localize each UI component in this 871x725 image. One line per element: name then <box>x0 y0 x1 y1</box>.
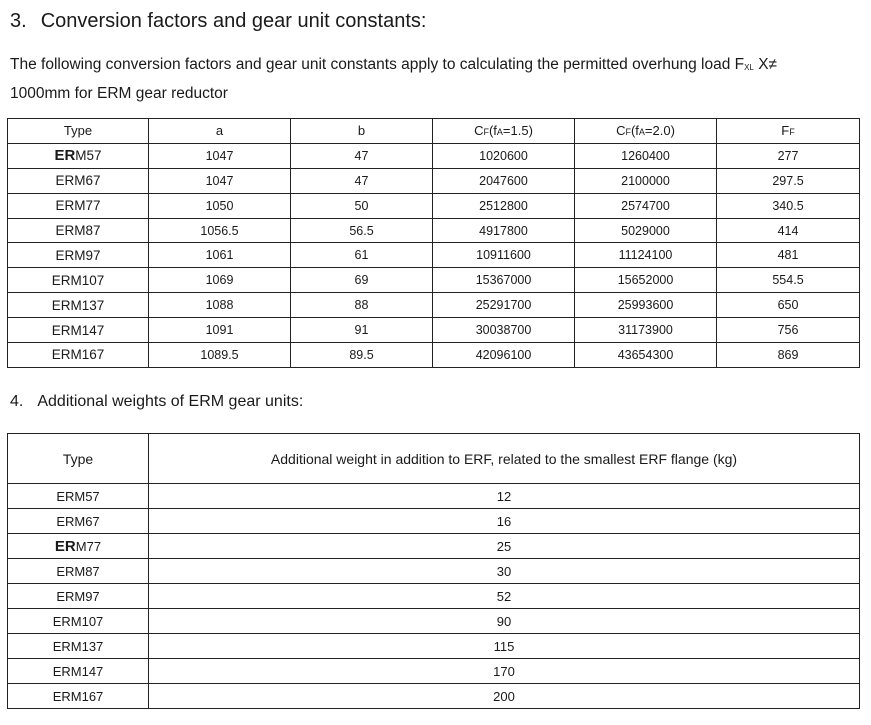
cell-type: ERM97 <box>8 243 149 268</box>
section-4-number: 4. <box>10 393 24 410</box>
cell-ff: 297.5 <box>717 168 860 193</box>
cell-cf1: 25291700 <box>433 293 575 318</box>
table-row <box>8 634 860 659</box>
table-header-row <box>8 119 860 144</box>
cell-type: ERM87 <box>8 559 149 584</box>
conversion-factors-table <box>7 118 860 368</box>
col-header-ff: FF <box>717 119 860 144</box>
cell-a: 1056.5 <box>149 218 291 243</box>
table-row <box>8 293 860 318</box>
cell-type: ERM137 <box>8 634 149 659</box>
col-header-type: Type <box>8 434 149 484</box>
cell-weight: 30 <box>149 559 860 584</box>
cell-b: 50 <box>291 193 433 218</box>
cell-b: 47 <box>291 168 433 193</box>
table-row <box>8 684 860 709</box>
cell-a: 1050 <box>149 193 291 218</box>
cell-ff: 554.5 <box>717 268 860 293</box>
cell-weight: 16 <box>149 509 860 534</box>
cell-cf2: 5029000 <box>575 218 717 243</box>
col-header-b: b <box>291 119 433 144</box>
cell-weight: 90 <box>149 609 860 634</box>
cell-a: 1061 <box>149 243 291 268</box>
section-4-heading <box>10 393 303 411</box>
col-header-cf-2-0: CF(fA=2.0) <box>575 119 717 144</box>
cell-cf2: 31173900 <box>575 318 717 343</box>
table-row <box>8 659 860 684</box>
cell-a: 1091 <box>149 318 291 343</box>
cell-ff: 277 <box>717 143 860 168</box>
table-row <box>8 509 860 534</box>
section-3-heading <box>10 10 426 33</box>
cell-ff: 756 <box>717 318 860 343</box>
cell-b: 56.5 <box>291 218 433 243</box>
intro-subscript: XL <box>744 63 754 72</box>
section-3-number: 3. <box>10 10 27 32</box>
col-header-type: Type <box>8 119 149 144</box>
cell-cf2: 2574700 <box>575 193 717 218</box>
cell-type: ERM167 <box>8 343 149 368</box>
table-row <box>8 318 860 343</box>
cell-b: 91 <box>291 318 433 343</box>
section-3-title: Conversion factors and gear unit constants: <box>40 10 427 32</box>
table-row <box>8 193 860 218</box>
cell-ff: 414 <box>717 218 860 243</box>
cell-weight: 170 <box>149 659 860 684</box>
table-row <box>8 534 860 559</box>
table-header-row <box>8 434 860 484</box>
cell-type: ERM87 <box>8 218 149 243</box>
cell-a: 1047 <box>149 143 291 168</box>
cell-type: ERM167 <box>8 684 149 709</box>
cell-cf2: 1260400 <box>575 143 717 168</box>
table-row <box>8 343 860 368</box>
cell-cf1: 4917800 <box>433 218 575 243</box>
cell-type: ERM57 <box>8 484 149 509</box>
cell-b: 61 <box>291 243 433 268</box>
cell-cf2: 43654300 <box>575 343 717 368</box>
cell-weight: 12 <box>149 484 860 509</box>
cell-ff: 869 <box>717 343 860 368</box>
intro-text-after: X≠ <box>753 56 778 73</box>
cell-a: 1088 <box>149 293 291 318</box>
cell-a: 1069 <box>149 268 291 293</box>
cell-type: ERM77 <box>8 534 149 559</box>
section-3-intro <box>10 52 860 107</box>
col-header-cf-1-5: CF(fA=1.5) <box>433 119 575 144</box>
cell-type: ERM107 <box>8 268 149 293</box>
cell-cf2: 11124100 <box>575 243 717 268</box>
table-row <box>8 584 860 609</box>
cell-cf2: 2100000 <box>575 168 717 193</box>
cell-b: 47 <box>291 143 433 168</box>
cell-type: ERM147 <box>8 318 149 343</box>
table-row <box>8 609 860 634</box>
cell-type: ERM97 <box>8 584 149 609</box>
table-row <box>8 484 860 509</box>
cell-type: ERM107 <box>8 609 149 634</box>
table-row <box>8 218 860 243</box>
table-row <box>8 559 860 584</box>
cell-type: ERM57 <box>8 143 149 168</box>
cell-type: ERM67 <box>8 168 149 193</box>
intro-text-2: 1000mm for ERM gear reductor <box>10 85 228 102</box>
table-row <box>8 243 860 268</box>
cell-a: 1047 <box>149 168 291 193</box>
intro-text-1: The following conversion factors and gear unit constants apply to calculating the permitted overhung load F <box>10 56 745 73</box>
cell-cf2: 25993600 <box>575 293 717 318</box>
cell-weight: 25 <box>149 534 860 559</box>
cell-ff: 340.5 <box>717 193 860 218</box>
cell-cf1: 30038700 <box>433 318 575 343</box>
cell-type: ERM77 <box>8 193 149 218</box>
cell-weight: 115 <box>149 634 860 659</box>
table-row <box>8 268 860 293</box>
cell-cf1: 2047600 <box>433 168 575 193</box>
cell-weight: 200 <box>149 684 860 709</box>
section-4-title: Additional weights of ERM gear units: <box>37 393 304 410</box>
col-header-a: a <box>149 119 291 144</box>
cell-cf1: 2512800 <box>433 193 575 218</box>
col-header-weight: Additional weight in addition to ERF, related to the smallest ERF flange (kg) <box>149 434 860 484</box>
cell-type: ERM147 <box>8 659 149 684</box>
cell-b: 89.5 <box>291 343 433 368</box>
table-row <box>8 143 860 168</box>
table-row <box>8 168 860 193</box>
cell-ff: 481 <box>717 243 860 268</box>
cell-type: ERM137 <box>8 293 149 318</box>
cell-ff: 650 <box>717 293 860 318</box>
cell-a: 1089.5 <box>149 343 291 368</box>
cell-type: ERM67 <box>8 509 149 534</box>
cell-cf1: 1020600 <box>433 143 575 168</box>
cell-cf1: 42096100 <box>433 343 575 368</box>
cell-b: 88 <box>291 293 433 318</box>
cell-b: 69 <box>291 268 433 293</box>
additional-weights-table <box>7 433 860 709</box>
cell-cf1: 10911600 <box>433 243 575 268</box>
cell-cf2: 15652000 <box>575 268 717 293</box>
cell-cf1: 15367000 <box>433 268 575 293</box>
cell-weight: 52 <box>149 584 860 609</box>
